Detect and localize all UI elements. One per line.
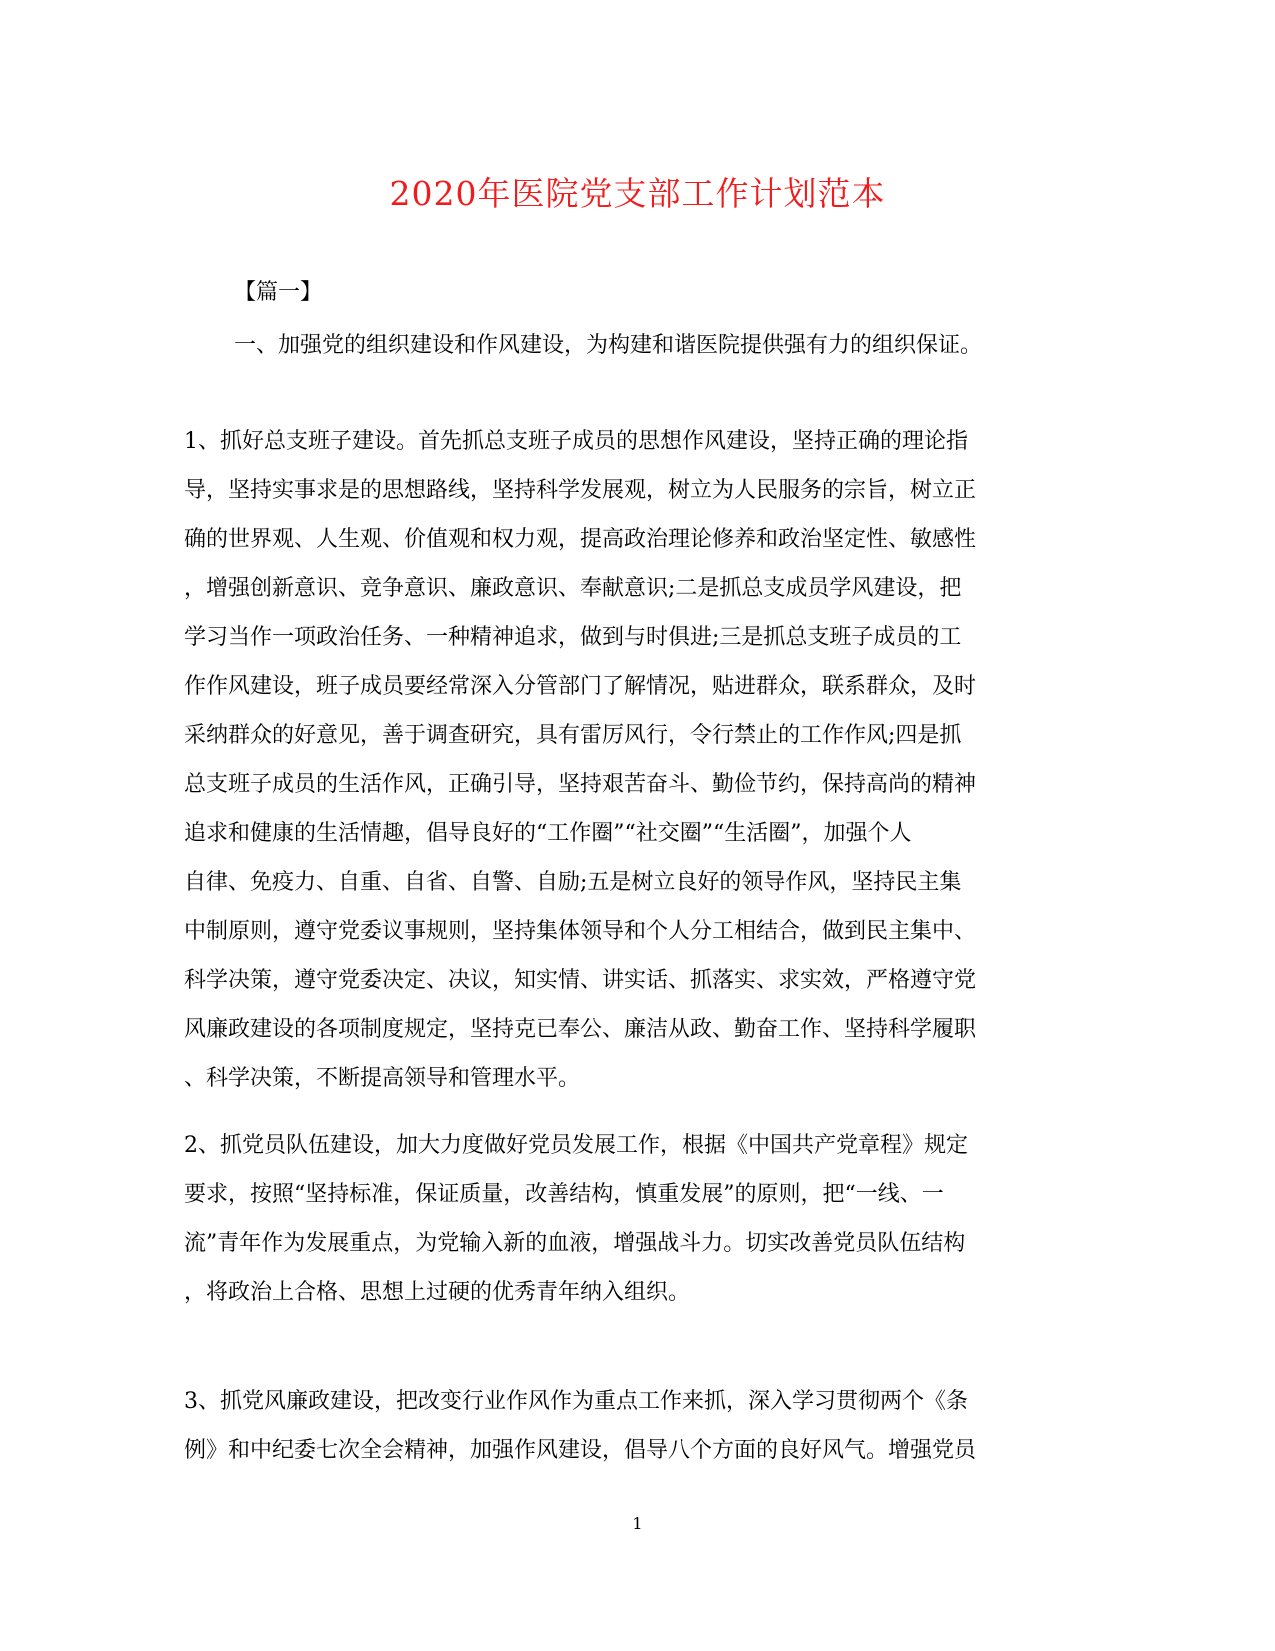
paragraph-line: 导，坚持实事求是的思想路线，坚持科学发展观，树立为人民服务的宗旨，树立正: [184, 478, 977, 503]
paragraph-line: 3、抓党风廉政建设，把改变行业作风作为重点工作来抓，深入学习贯彻两个《条: [184, 1389, 968, 1414]
paragraph-line: 学习当作一项政治任务、一种精神追求，做到与时俱进;三是抓总支班子成员的工: [184, 625, 962, 650]
page-number: 1: [632, 1514, 643, 1533]
paragraph-line: 流”青年作为发展重点，为党输入新的血液，增强战斗力。切实改善党员队伍结构: [184, 1231, 966, 1256]
paragraph-line: 自律、免疫力、自重、自省、自警、自励;五是树立良好的领导作风，坚持民主集: [184, 870, 962, 895]
document-title: 2020年医院党支部工作计划范本: [389, 174, 886, 213]
paragraph-line: 1、抓好总支班子建设。首先抓总支班子成员的思想作风建设，坚持正确的理论指: [184, 429, 968, 454]
paragraph-line: 作作风建设，班子成员要经常深入分管部门了解情况，贴进群众，联系群众，及时: [184, 674, 977, 699]
paragraph-line: 中制原则，遵守党委议事规则，坚持集体领导和个人分工相结合，做到民主集中、: [184, 919, 977, 944]
section-label: 【篇一】: [234, 280, 323, 305]
paragraph-line: 追求和健康的生活情趣，倡导良好的“工作圈”“社交圈”“生活圈”，加强个人: [184, 821, 912, 846]
section-heading: 一、加强党的组织建设和作风建设，为构建和谐医院提供强有力的组织保证。: [234, 333, 983, 358]
paragraph-line: 例》和中纪委七次全会精神，加强作风建设，倡导八个方面的良好风气。增强党员: [184, 1438, 977, 1463]
paragraph-3: [184, 1377, 1084, 1475]
paragraph-line: 要求，按照“坚持标准，保证质量，改善结构，慎重发展”的原则，把“一线、一: [184, 1182, 944, 1207]
paragraph-line: 、科学决策，不断提高领导和管理水平。: [184, 1066, 581, 1091]
paragraph-line: 总支班子成员的生活作风，正确引导，坚持艰苦奋斗、勤俭节约，保持高尚的精神: [184, 772, 977, 797]
paragraph-line: ，将政治上合格、思想上过硬的优秀青年纳入组织。: [184, 1280, 691, 1305]
paragraph-line: ，增强创新意识、竞争意识、廉政意识、奉献意识;二是抓总支成员学风建设，把: [184, 576, 962, 601]
paragraph-line: 风廉政建设的各项制度规定，坚持克已奉公、廉洁从政、勤奋工作、坚持科学履职: [184, 1017, 977, 1042]
paragraph-2: [184, 1121, 1084, 1317]
paragraph-line: 确的世界观、人生观、价值观和权力观，提高政治理论修养和政治坚定性、敏感性: [184, 527, 977, 552]
paragraph-line: 采纳群众的好意见，善于调查研究，具有雷厉风行，令行禁止的工作作风;四是抓: [184, 723, 962, 748]
paragraph-line: 2、抓党员队伍建设，加大力度做好党员发展工作，根据《中国共产党章程》规定: [184, 1133, 968, 1158]
paragraph-1: [184, 417, 1084, 1103]
paragraph-line: 科学决策，遵守党委决定、决议，知实情、讲实话、抓落实、求实效，严格遵守党: [184, 968, 977, 993]
